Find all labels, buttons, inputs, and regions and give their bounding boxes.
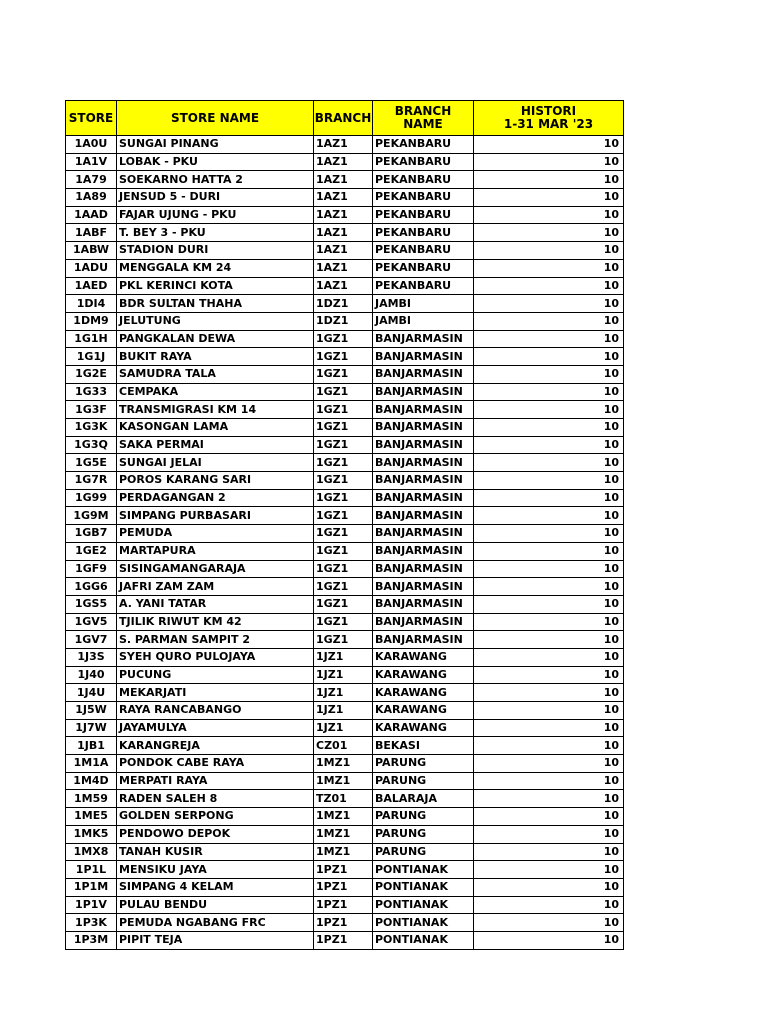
branch-code-cell: 1PZ1 [314, 914, 373, 932]
histori-cell: 10 [474, 878, 624, 896]
branch-name-cell: KARAWANG [373, 719, 474, 737]
table-row [66, 843, 624, 861]
branch-name-cell: PEKANBARU [373, 277, 474, 295]
branch-code-cell: 1AZ1 [314, 136, 373, 154]
store-code-cell: 1G33 [66, 383, 117, 401]
branch-code-cell: 1DZ1 [314, 312, 373, 330]
store-code-cell: 1P3K [66, 914, 117, 932]
histori-cell: 10 [474, 136, 624, 154]
store-name-cell: PERDAGANGAN 2 [117, 489, 314, 507]
histori-cell: 10 [474, 595, 624, 613]
branch-code-cell: 1GZ1 [314, 595, 373, 613]
table-row [66, 702, 624, 720]
histori-cell: 10 [474, 790, 624, 808]
store-code-cell: 1ME5 [66, 808, 117, 826]
store-name-cell: SIMPANG 4 KELAM [117, 878, 314, 896]
histori-cell: 10 [474, 666, 624, 684]
branch-name-cell: KARAWANG [373, 702, 474, 720]
histori-cell: 10 [474, 348, 624, 366]
store-code-cell: 1J5W [66, 702, 117, 720]
branch-name-cell: BANJARMASIN [373, 578, 474, 596]
branch-name-cell: KARAWANG [373, 684, 474, 702]
histori-cell: 10 [474, 861, 624, 879]
store-code-cell: 1M1A [66, 755, 117, 773]
table-row [66, 737, 624, 755]
store-code-cell: 1G3F [66, 401, 117, 419]
table-row [66, 560, 624, 578]
table-body [66, 136, 624, 950]
histori-cell: 10 [474, 383, 624, 401]
store-name-cell: SAMUDRA TALA [117, 365, 314, 383]
table-row [66, 719, 624, 737]
store-code-cell: 1JB1 [66, 737, 117, 755]
store-name-cell: JAFRI ZAM ZAM [117, 578, 314, 596]
branch-code-cell: 1GZ1 [314, 383, 373, 401]
histori-cell: 10 [474, 365, 624, 383]
store-name-cell: BUKIT RAYA [117, 348, 314, 366]
table-row [66, 259, 624, 277]
branch-name-cell: BANJARMASIN [373, 631, 474, 649]
branch-code-cell: 1GZ1 [314, 560, 373, 578]
histori-cell: 10 [474, 631, 624, 649]
store-code-cell: 1G1J [66, 348, 117, 366]
store-code-cell: 1MX8 [66, 843, 117, 861]
store-code-cell: 1GG6 [66, 578, 117, 596]
store-name-cell: PENDOWO DEPOK [117, 825, 314, 843]
branch-name-cell: BANJARMASIN [373, 330, 474, 348]
branch-name-cell: PEKANBARU [373, 189, 474, 207]
store-code-cell: 1ABF [66, 224, 117, 242]
branch-name-cell: KARAWANG [373, 666, 474, 684]
store-name-cell: TJILIK RIWUT KM 42 [117, 613, 314, 631]
store-name-cell: KARANGREJA [117, 737, 314, 755]
histori-cell: 10 [474, 613, 624, 631]
store-name-cell: T. BEY 3 - PKU [117, 224, 314, 242]
branch-name-cell: BANJARMASIN [373, 525, 474, 543]
branch-code-cell: 1GZ1 [314, 330, 373, 348]
store-code-cell: 1DM9 [66, 312, 117, 330]
store-code-cell: 1ABW [66, 242, 117, 260]
store-code-cell: 1G99 [66, 489, 117, 507]
store-code-cell: 1J3S [66, 648, 117, 666]
branch-name-cell: PEKANBARU [373, 224, 474, 242]
store-code-cell: 1G3Q [66, 436, 117, 454]
table-row [66, 436, 624, 454]
branch-code-cell: 1GZ1 [314, 365, 373, 383]
header-row [66, 101, 624, 136]
store-name-cell: PONDOK CABE RAYA [117, 755, 314, 773]
histori-cell: 10 [474, 259, 624, 277]
table-row [66, 189, 624, 207]
histori-cell: 10 [474, 312, 624, 330]
header-histori [474, 101, 624, 136]
branch-code-cell: 1DZ1 [314, 295, 373, 313]
store-name-cell: PKL KERINCI KOTA [117, 277, 314, 295]
store-code-cell: 1A1V [66, 153, 117, 171]
branch-name-cell: BANJARMASIN [373, 401, 474, 419]
histori-cell: 10 [474, 560, 624, 578]
branch-code-cell: 1GZ1 [314, 613, 373, 631]
table-row [66, 224, 624, 242]
branch-code-cell: 1PZ1 [314, 931, 373, 949]
table-row [66, 206, 624, 224]
branch-name-cell: BANJARMASIN [373, 595, 474, 613]
branch-code-cell: 1MZ1 [314, 772, 373, 790]
table-row [66, 153, 624, 171]
branch-code-cell: 1AZ1 [314, 242, 373, 260]
store-name-cell: TANAH KUSIR [117, 843, 314, 861]
table-row [66, 330, 624, 348]
store-name-cell: RADEN SALEH 8 [117, 790, 314, 808]
store-code-cell: 1G2E [66, 365, 117, 383]
header-branch-name-line1: BRANCH [394, 104, 452, 118]
store-name-cell: POROS KARANG SARI [117, 472, 314, 490]
table-row [66, 136, 624, 154]
store-name-cell: SYEH QURO PULOJAYA [117, 648, 314, 666]
store-name-cell: SOEKARNO HATTA 2 [117, 171, 314, 189]
table-row [66, 525, 624, 543]
table-row [66, 454, 624, 472]
branch-name-cell: BEKASI [373, 737, 474, 755]
store-name-cell: FAJAR UJUNG - PKU [117, 206, 314, 224]
store-code-cell: 1MK5 [66, 825, 117, 843]
branch-code-cell: 1GZ1 [314, 631, 373, 649]
store-code-cell: 1G7R [66, 472, 117, 490]
store-code-cell: 1GF9 [66, 560, 117, 578]
store-name-cell: PULAU BENDU [117, 896, 314, 914]
table-row [66, 489, 624, 507]
branch-name-cell: PEKANBARU [373, 259, 474, 277]
branch-name-cell: BANJARMASIN [373, 613, 474, 631]
store-code-cell: 1J4U [66, 684, 117, 702]
branch-name-cell: BANJARMASIN [373, 365, 474, 383]
branch-name-cell: BANJARMASIN [373, 348, 474, 366]
branch-code-cell: 1JZ1 [314, 648, 373, 666]
branch-name-cell: BANJARMASIN [373, 507, 474, 525]
histori-cell: 10 [474, 843, 624, 861]
table-row [66, 472, 624, 490]
branch-code-cell: 1GZ1 [314, 419, 373, 437]
branch-code-cell: 1PZ1 [314, 861, 373, 879]
store-name-cell: SIMPANG PURBASARI [117, 507, 314, 525]
store-name-cell: SUNGAI PINANG [117, 136, 314, 154]
branch-code-cell: 1PZ1 [314, 896, 373, 914]
branch-code-cell: 1MZ1 [314, 808, 373, 826]
histori-cell: 10 [474, 525, 624, 543]
branch-name-cell: PARUNG [373, 755, 474, 773]
store-code-cell: 1GV7 [66, 631, 117, 649]
branch-code-cell: 1GZ1 [314, 348, 373, 366]
table-row [66, 931, 624, 949]
store-code-cell: 1A0U [66, 136, 117, 154]
branch-name-cell: PONTIANAK [373, 914, 474, 932]
histori-cell: 10 [474, 224, 624, 242]
store-code-cell: 1M59 [66, 790, 117, 808]
table-row [66, 790, 624, 808]
branch-name-cell: PEKANBARU [373, 153, 474, 171]
store-code-cell: 1G3K [66, 419, 117, 437]
histori-cell: 10 [474, 737, 624, 755]
branch-name-cell: BALARAJA [373, 790, 474, 808]
histori-cell: 10 [474, 914, 624, 932]
branch-code-cell: 1JZ1 [314, 719, 373, 737]
branch-code-cell: 1GZ1 [314, 472, 373, 490]
histori-cell: 10 [474, 578, 624, 596]
store-code-cell: 1GE2 [66, 542, 117, 560]
store-code-cell: 1ADU [66, 259, 117, 277]
store-code-cell: 1GS5 [66, 595, 117, 613]
branch-name-cell: BANJARMASIN [373, 472, 474, 490]
branch-code-cell: 1MZ1 [314, 825, 373, 843]
store-name-cell: RAYA RANCABANGO [117, 702, 314, 720]
histori-cell: 10 [474, 702, 624, 720]
histori-cell: 10 [474, 825, 624, 843]
store-name-cell: SUNGAI JELAI [117, 454, 314, 472]
store-name-cell: PEMUDA [117, 525, 314, 543]
branch-code-cell: 1AZ1 [314, 224, 373, 242]
branch-code-cell: 1MZ1 [314, 843, 373, 861]
store-name-cell: SISINGAMANGARAJA [117, 560, 314, 578]
branch-name-cell: PEKANBARU [373, 136, 474, 154]
branch-code-cell: 1GZ1 [314, 507, 373, 525]
store-name-cell: MENGGALA KM 24 [117, 259, 314, 277]
table-row [66, 507, 624, 525]
store-code-cell: 1P1V [66, 896, 117, 914]
histori-cell: 10 [474, 472, 624, 490]
table-row [66, 896, 624, 914]
store-code-cell: 1J7W [66, 719, 117, 737]
store-name-cell: A. YANI TATAR [117, 595, 314, 613]
table-row [66, 808, 624, 826]
header-branch-name [373, 101, 474, 136]
branch-code-cell: 1AZ1 [314, 259, 373, 277]
table-row [66, 755, 624, 773]
store-name-cell: MERPATI RAYA [117, 772, 314, 790]
header-branch: BRANCH [314, 101, 373, 136]
branch-code-cell: 1GZ1 [314, 436, 373, 454]
histori-cell: 10 [474, 648, 624, 666]
table-row [66, 861, 624, 879]
table-row [66, 383, 624, 401]
store-code-cell: 1P1L [66, 861, 117, 879]
branch-name-cell: BANJARMASIN [373, 560, 474, 578]
store-name-cell: TRANSMIGRASI KM 14 [117, 401, 314, 419]
histori-cell: 10 [474, 896, 624, 914]
branch-code-cell: 1GZ1 [314, 454, 373, 472]
histori-cell: 10 [474, 295, 624, 313]
store-name-cell: GOLDEN SERPONG [117, 808, 314, 826]
table-row [66, 613, 624, 631]
branch-name-cell: JAMBI [373, 295, 474, 313]
store-name-cell: KASONGAN LAMA [117, 419, 314, 437]
branch-name-cell: BANJARMASIN [373, 436, 474, 454]
store-code-cell: 1GB7 [66, 525, 117, 543]
histori-cell: 10 [474, 330, 624, 348]
histori-cell: 10 [474, 507, 624, 525]
branch-name-cell: PONTIANAK [373, 896, 474, 914]
histori-cell: 10 [474, 489, 624, 507]
branch-name-cell: PEKANBARU [373, 206, 474, 224]
store-code-cell: 1AED [66, 277, 117, 295]
table-row [66, 348, 624, 366]
branch-code-cell: 1GZ1 [314, 525, 373, 543]
store-code-cell: 1A89 [66, 189, 117, 207]
store-name-cell: MARTAPURA [117, 542, 314, 560]
branch-name-cell: PARUNG [373, 772, 474, 790]
histori-cell: 10 [474, 171, 624, 189]
table-row [66, 295, 624, 313]
table-row [66, 631, 624, 649]
store-name-cell: PEMUDA NGABANG FRC [117, 914, 314, 932]
table-row [66, 242, 624, 260]
branch-name-cell: PARUNG [373, 843, 474, 861]
store-name-cell: BDR SULTAN THAHA [117, 295, 314, 313]
table-row [66, 914, 624, 932]
table-row [66, 772, 624, 790]
histori-cell: 10 [474, 242, 624, 260]
table-row [66, 878, 624, 896]
header-store-name: STORE NAME [117, 101, 314, 136]
store-code-cell: 1G5E [66, 454, 117, 472]
table-row [66, 666, 624, 684]
histori-cell: 10 [474, 436, 624, 454]
store-code-cell: 1J40 [66, 666, 117, 684]
branch-name-cell: BANJARMASIN [373, 542, 474, 560]
table-row [66, 825, 624, 843]
header-store: STORE [66, 101, 117, 136]
table-row [66, 578, 624, 596]
store-name-cell: STADION DURI [117, 242, 314, 260]
table-row [66, 171, 624, 189]
histori-cell: 10 [474, 277, 624, 295]
branch-name-cell: PEKANBARU [373, 171, 474, 189]
branch-code-cell: 1AZ1 [314, 189, 373, 207]
store-name-cell: JENSUD 5 - DURI [117, 189, 314, 207]
branch-code-cell: 1GZ1 [314, 542, 373, 560]
branch-name-cell: KARAWANG [373, 648, 474, 666]
histori-cell: 10 [474, 755, 624, 773]
histori-cell: 10 [474, 772, 624, 790]
branch-code-cell: 1JZ1 [314, 702, 373, 720]
branch-code-cell: 1AZ1 [314, 171, 373, 189]
store-code-cell: 1DI4 [66, 295, 117, 313]
store-code-cell: 1GV5 [66, 613, 117, 631]
histori-cell: 10 [474, 401, 624, 419]
store-name-cell: CEMPAKA [117, 383, 314, 401]
histori-cell: 10 [474, 931, 624, 949]
branch-code-cell: 1GZ1 [314, 401, 373, 419]
header-histori-line1: HISTORI [520, 104, 577, 118]
store-code-cell: 1M4D [66, 772, 117, 790]
histori-cell: 10 [474, 419, 624, 437]
branch-name-cell: PARUNG [373, 825, 474, 843]
branch-name-cell: PEKANBARU [373, 242, 474, 260]
table-row [66, 312, 624, 330]
store-name-cell: LOBAK - PKU [117, 153, 314, 171]
branch-name-cell: PARUNG [373, 808, 474, 826]
table-row [66, 419, 624, 437]
table-row [66, 401, 624, 419]
branch-code-cell: 1GZ1 [314, 578, 373, 596]
table-row [66, 684, 624, 702]
branch-name-cell: BANJARMASIN [373, 419, 474, 437]
histori-cell: 10 [474, 808, 624, 826]
store-name-cell: JELUTUNG [117, 312, 314, 330]
branch-name-cell: PONTIANAK [373, 931, 474, 949]
store-name-cell: PIPIT TEJA [117, 931, 314, 949]
store-code-cell: 1G9M [66, 507, 117, 525]
table-header [66, 101, 624, 136]
store-code-cell: 1AAD [66, 206, 117, 224]
store-code-cell: 1A79 [66, 171, 117, 189]
store-name-cell: PANGKALAN DEWA [117, 330, 314, 348]
branch-code-cell: CZ01 [314, 737, 373, 755]
branch-code-cell: 1PZ1 [314, 878, 373, 896]
store-table [65, 100, 624, 950]
branch-code-cell: 1AZ1 [314, 153, 373, 171]
histori-cell: 10 [474, 684, 624, 702]
branch-code-cell: 1JZ1 [314, 684, 373, 702]
branch-name-cell: PONTIANAK [373, 861, 474, 879]
store-name-cell: S. PARMAN SAMPIT 2 [117, 631, 314, 649]
branch-name-cell: BANJARMASIN [373, 383, 474, 401]
store-code-cell: 1P1M [66, 878, 117, 896]
store-code-cell: 1G1H [66, 330, 117, 348]
store-name-cell: PUCUNG [117, 666, 314, 684]
branch-name-cell: BANJARMASIN [373, 489, 474, 507]
branch-code-cell: 1MZ1 [314, 755, 373, 773]
header-branch-name-line2: NAME [403, 117, 443, 131]
table-row [66, 542, 624, 560]
branch-name-cell: PONTIANAK [373, 878, 474, 896]
store-name-cell: JAYAMULYA [117, 719, 314, 737]
branch-code-cell: 1GZ1 [314, 489, 373, 507]
store-name-cell: MEKARJATI [117, 684, 314, 702]
table-row [66, 277, 624, 295]
branch-code-cell: 1AZ1 [314, 206, 373, 224]
histori-cell: 10 [474, 454, 624, 472]
branch-code-cell: 1JZ1 [314, 666, 373, 684]
table-row [66, 648, 624, 666]
histori-cell: 10 [474, 206, 624, 224]
branch-code-cell: 1AZ1 [314, 277, 373, 295]
store-name-cell: MENSIKU JAYA [117, 861, 314, 879]
table-row [66, 365, 624, 383]
store-code-cell: 1P3M [66, 931, 117, 949]
store-name-cell: SAKA PERMAI [117, 436, 314, 454]
histori-cell: 10 [474, 189, 624, 207]
branch-name-cell: BANJARMASIN [373, 454, 474, 472]
table-row [66, 595, 624, 613]
branch-name-cell: JAMBI [373, 312, 474, 330]
histori-cell: 10 [474, 153, 624, 171]
histori-cell: 10 [474, 542, 624, 560]
header-histori-line2: 1-31 MAR '23 [503, 117, 594, 131]
histori-cell: 10 [474, 719, 624, 737]
branch-code-cell: TZ01 [314, 790, 373, 808]
